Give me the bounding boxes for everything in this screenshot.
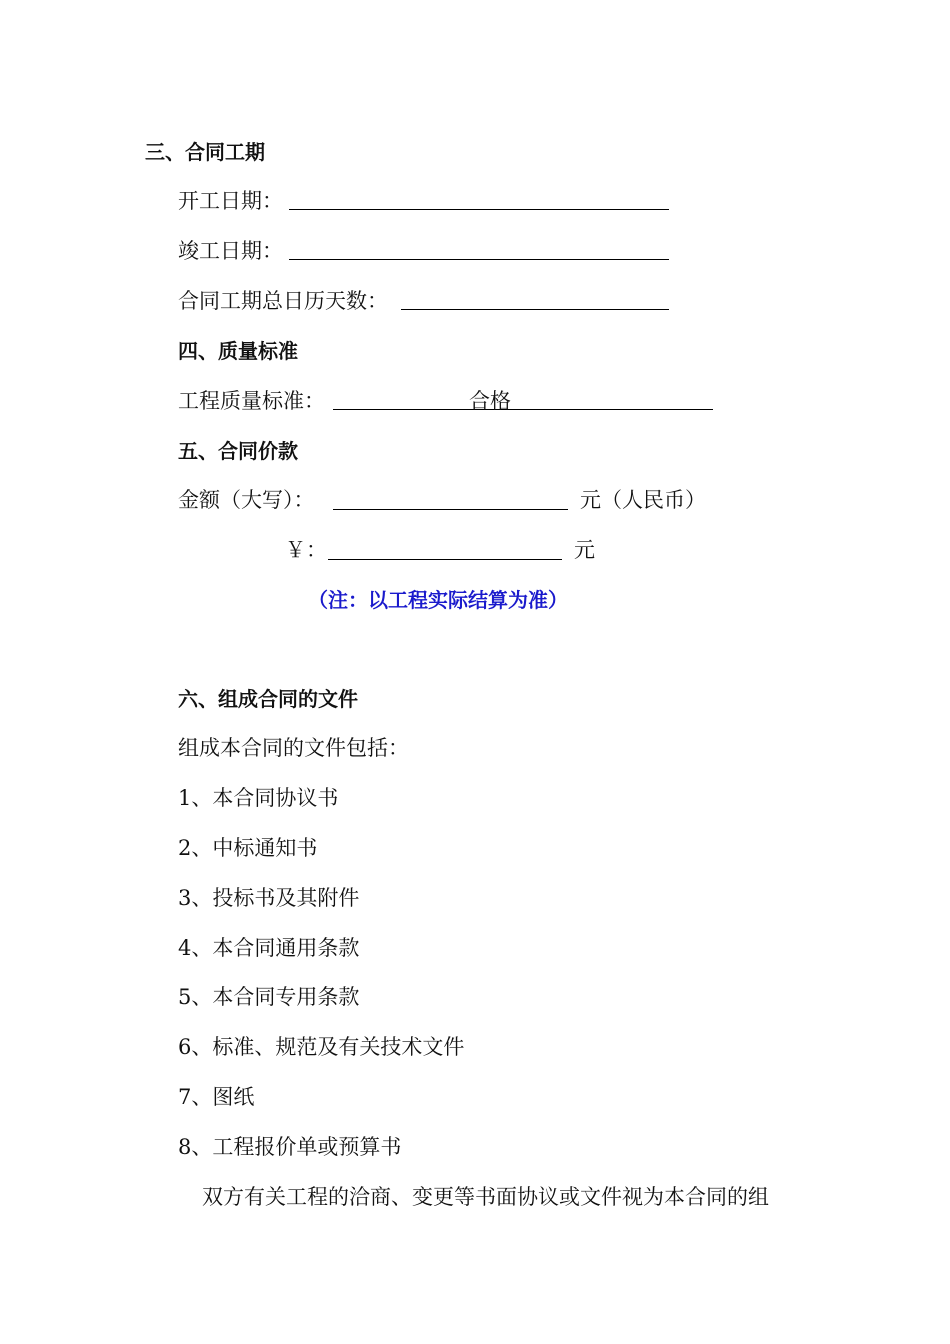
settlement-note: （注：以工程实际结算为准） — [308, 588, 568, 612]
list-item: 5、本合同专用条款 — [178, 985, 360, 1009]
start-date-field[interactable] — [289, 209, 669, 210]
amount-words-label: 金额（大写）： — [178, 488, 315, 512]
section-heading-duration: 三、合同工期 — [145, 140, 265, 164]
start-date-label: 开工日期： — [178, 189, 283, 213]
list-item: 2、中标通知书 — [178, 836, 318, 860]
amount-yen-unit: 元 — [574, 538, 595, 562]
section-heading-documents: 六、组成合同的文件 — [178, 687, 358, 711]
section-heading-quality: 四、质量标准 — [178, 339, 298, 363]
list-item: 1、本合同协议书 — [178, 786, 339, 810]
section-heading-price: 五、合同价款 — [178, 439, 298, 463]
total-days-label: 合同工期总日历天数： — [178, 289, 388, 313]
list-item: 8、工程报价单或预算书 — [178, 1135, 402, 1159]
documents-intro: 组成本合同的文件包括： — [178, 736, 409, 760]
list-item: 7、图纸 — [178, 1085, 255, 1109]
quality-standard-field[interactable] — [333, 409, 713, 410]
amount-yen-field[interactable] — [328, 559, 562, 560]
list-item: 6、标准、规范及有关技术文件 — [178, 1035, 465, 1059]
list-item: 4、本合同通用条款 — [178, 936, 360, 960]
list-item: 3、投标书及其附件 — [178, 886, 360, 910]
quality-standard-label: 工程质量标准： — [178, 389, 325, 413]
amount-words-field[interactable] — [333, 509, 568, 510]
closing-paragraph: 双方有关工程的洽商、变更等书面协议或文件视为本合同的组 — [202, 1185, 769, 1209]
end-date-label: 竣工日期： — [178, 239, 283, 263]
amount-yen-label: ￥： — [285, 538, 327, 562]
end-date-field[interactable] — [289, 259, 669, 260]
total-days-field[interactable] — [401, 309, 669, 310]
quality-standard-value: 合格 — [469, 389, 511, 413]
amount-words-unit: 元（人民币） — [580, 488, 706, 512]
